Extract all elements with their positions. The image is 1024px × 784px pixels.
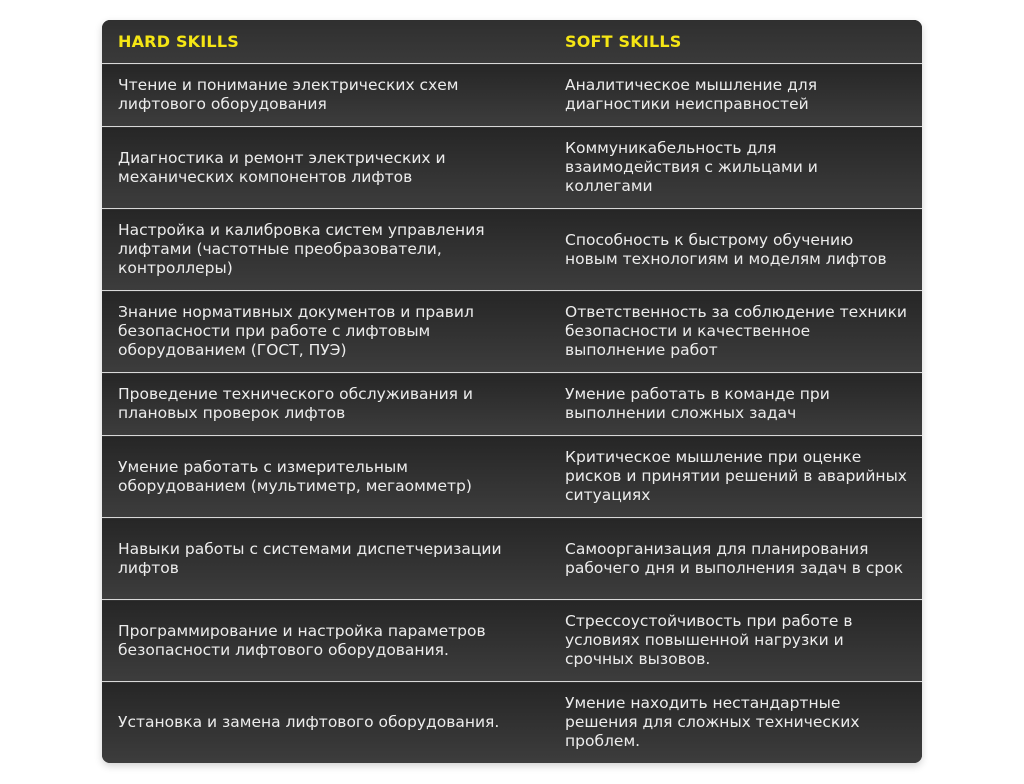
hard-skills-header: HARD SKILLS (102, 20, 549, 64)
hard-skill-cell: Установка и замена лифтового оборудования. (102, 682, 549, 764)
hard-skill-cell: Чтение и понимание электрических схем лифтового оборудования (102, 64, 549, 127)
hard-skill-cell: Навыки работы с системами диспетчеризации лифтов (102, 518, 549, 600)
soft-skill-cell: Самоорганизация для планирования рабочего дня и выполнения задач в срок (549, 518, 922, 600)
table-row (102, 682, 922, 764)
soft-skill-cell: Умение работать в команде при выполнении сложных задач (549, 373, 922, 436)
table-row (102, 127, 922, 209)
hard-skill-cell: Программирование и настройка параметров безопасности лифтового оборудования. (102, 600, 549, 682)
table-row (102, 64, 922, 127)
hard-skill-cell: Настройка и калибровка систем управления лифтами (частотные преобразователи, контроллеры) (102, 209, 549, 291)
table-row (102, 209, 922, 291)
soft-skill-cell: Критическое мышление при оценке рисков и принятии решений в аварийных ситуациях (549, 436, 922, 518)
table-row (102, 291, 922, 373)
table-header-row (102, 20, 922, 64)
soft-skill-cell: Стрессоустойчивость при работе в условиях повышенной нагрузки и срочных вызовов. (549, 600, 922, 682)
soft-skill-cell: Умение находить нестандартные решения для сложных технических проблем. (549, 682, 922, 764)
table-row (102, 436, 922, 518)
table-row (102, 373, 922, 436)
soft-skill-cell: Способность к быстрому обучению новым технологиям и моделям лифтов (549, 209, 922, 291)
hard-skill-cell: Умение работать с измерительным оборудованием (мультиметр, мегаомметр) (102, 436, 549, 518)
hard-skill-cell: Проведение технического обслуживания и плановых проверок лифтов (102, 373, 549, 436)
soft-skill-cell: Коммуникабельность для взаимодействия с жильцами и коллегами (549, 127, 922, 209)
soft-skill-cell: Ответственность за соблюдение техники безопасности и качественное выполнение работ (549, 291, 922, 373)
soft-skill-cell: Аналитическое мышление для диагностики неисправностей (549, 64, 922, 127)
skills-table-grid (102, 20, 922, 763)
table-row (102, 518, 922, 600)
soft-skills-header: SOFT SKILLS (549, 20, 922, 64)
skills-table (102, 20, 922, 763)
hard-skill-cell: Диагностика и ремонт электрических и механических компонентов лифтов (102, 127, 549, 209)
hard-skill-cell: Знание нормативных документов и правил безопасности при работе с лифтовым оборудованием (ГОСТ, ПУЭ) (102, 291, 549, 373)
table-row (102, 600, 922, 682)
